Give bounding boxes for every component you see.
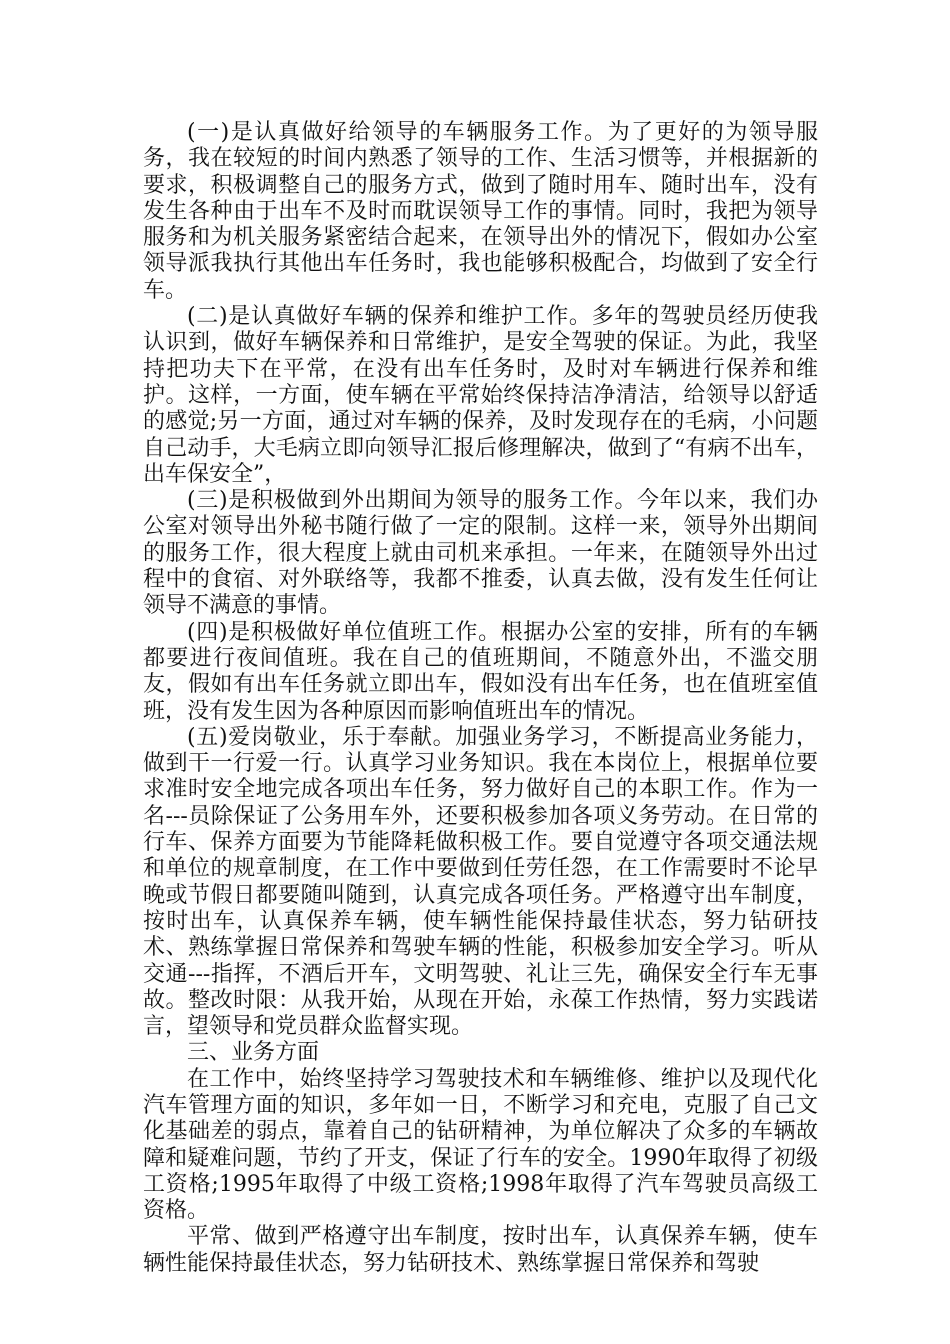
document-body <box>143 120 818 1277</box>
paragraph-service-for-leaders: (一)是认真做好给领导的车辆服务工作。为了更好的为领导服务，我在较短的时间内熟悉了领导的工作、生活习惯等，并根据新的要求，积极调整自己的服务方式，做到了随时用车、随时出车，没有发生各种由于出车不及时而耽误领导工作的事情。同时，我把为领导服务和为机关服务紧密结合起来，在领导出外的情况下，假如办公室领导派我执行其他出车任务时，我也能够积极配合，均做到了安全行车。 <box>143 120 818 303</box>
paragraph-dedication: (五)爱岗敬业，乐于奉献。加强业务学习，不断提高业务能力，做到干一行爱一行。认真学习业务知识。我在本岗位上，根据单位要求准时安全地完成各项出车任务，努力做好自己的本职工作。作为一名---员除保证了公务用车外，还要积极参加各项义务劳动。在日常的行车、保养方面要为节能降耗做积极工作。要自觉遵守各项交通法规和单位的规章制度，在工作中要做到任劳任怨，在工作需要时不论早晚或节假日都要随叫随到，认真完成各项任务。严格遵守出车制度，按时出车，认真保养车辆，使车辆性能保持最佳状态，努力钻研技术、熟练掌握日常保养和驾驶车辆的性能，积极参加安全学习。听从交通---指挥，不酒后开车，文明驾驶、礼让三先，确保安全行车无事故。整改时限：从我开始，从现在开始，永葆工作热情，努力实践诺言，望领导和党员群众监督实现。 <box>143 724 818 1040</box>
section-heading-business: 三、业务方面 <box>187 1040 320 1066</box>
paragraph-duty-shift: (四)是积极做好单位值班工作。根据办公室的安排，所有的车辆都要进行夜间值班。我在自己的值班期间，不随意外出，不滥交朋友，假如有出车任务就立即出车，假如没有出车任务，也在值班室值班，没有发生因为各种原因而影响值班出车的情况。 <box>143 619 818 724</box>
paragraph-skills-learning: 在工作中，始终坚持学习驾驶技术和车辆维修、维护以及现代化汽车管理方面的知识，多年如一日，不断学习和充电，克服了自己文化基础差的弱点，靠着自己的钻研精神，为单位解决了众多的车辆故障和疑难问题，节约了开支，保证了行车的安全。1990年取得了初级工资格;1995年取得了中级工资格;1998年取得了汽车驾驶员高级工资格。 <box>143 1066 818 1224</box>
paragraph-travel-service: (三)是积极做到外出期间为领导的服务工作。今年以来，我们办公室对领导出外秘书随行做了一定的限制。这样一来，领导外出期间的服务工作，很大程度上就由司机来承担。一年来，在随领导外出过程中的食宿、对外联络等，我都不推委，认真去做，没有发生任何让领导不满意的事情。 <box>143 488 818 619</box>
paragraph-daily-practice: 平常、做到严格遵守出车制度，按时出车，认真保养车辆，使车辆性能保持最佳状态，努力钻研技术、熟练掌握日常保养和驾驶 <box>143 1224 818 1276</box>
paragraph-vehicle-maintenance: (二)是认真做好车辆的保养和维护工作。多年的驾驶员经历使我认识到，做好车辆保养和日常维护，是安全驾驶的保证。为此，我坚持把功夫下在平常，在没有出车任务时，及时对车辆进行保养和维护。这样，一方面，使车辆在平常始终保持洁净清洁，给领导以舒适的感觉;另一方面，通过对车辆的保养，及时发现存在的毛病，小问题自己动手，大毛病立即向领导汇报后修理解决，做到了“有病不出车，出车保安全”， <box>143 304 818 487</box>
